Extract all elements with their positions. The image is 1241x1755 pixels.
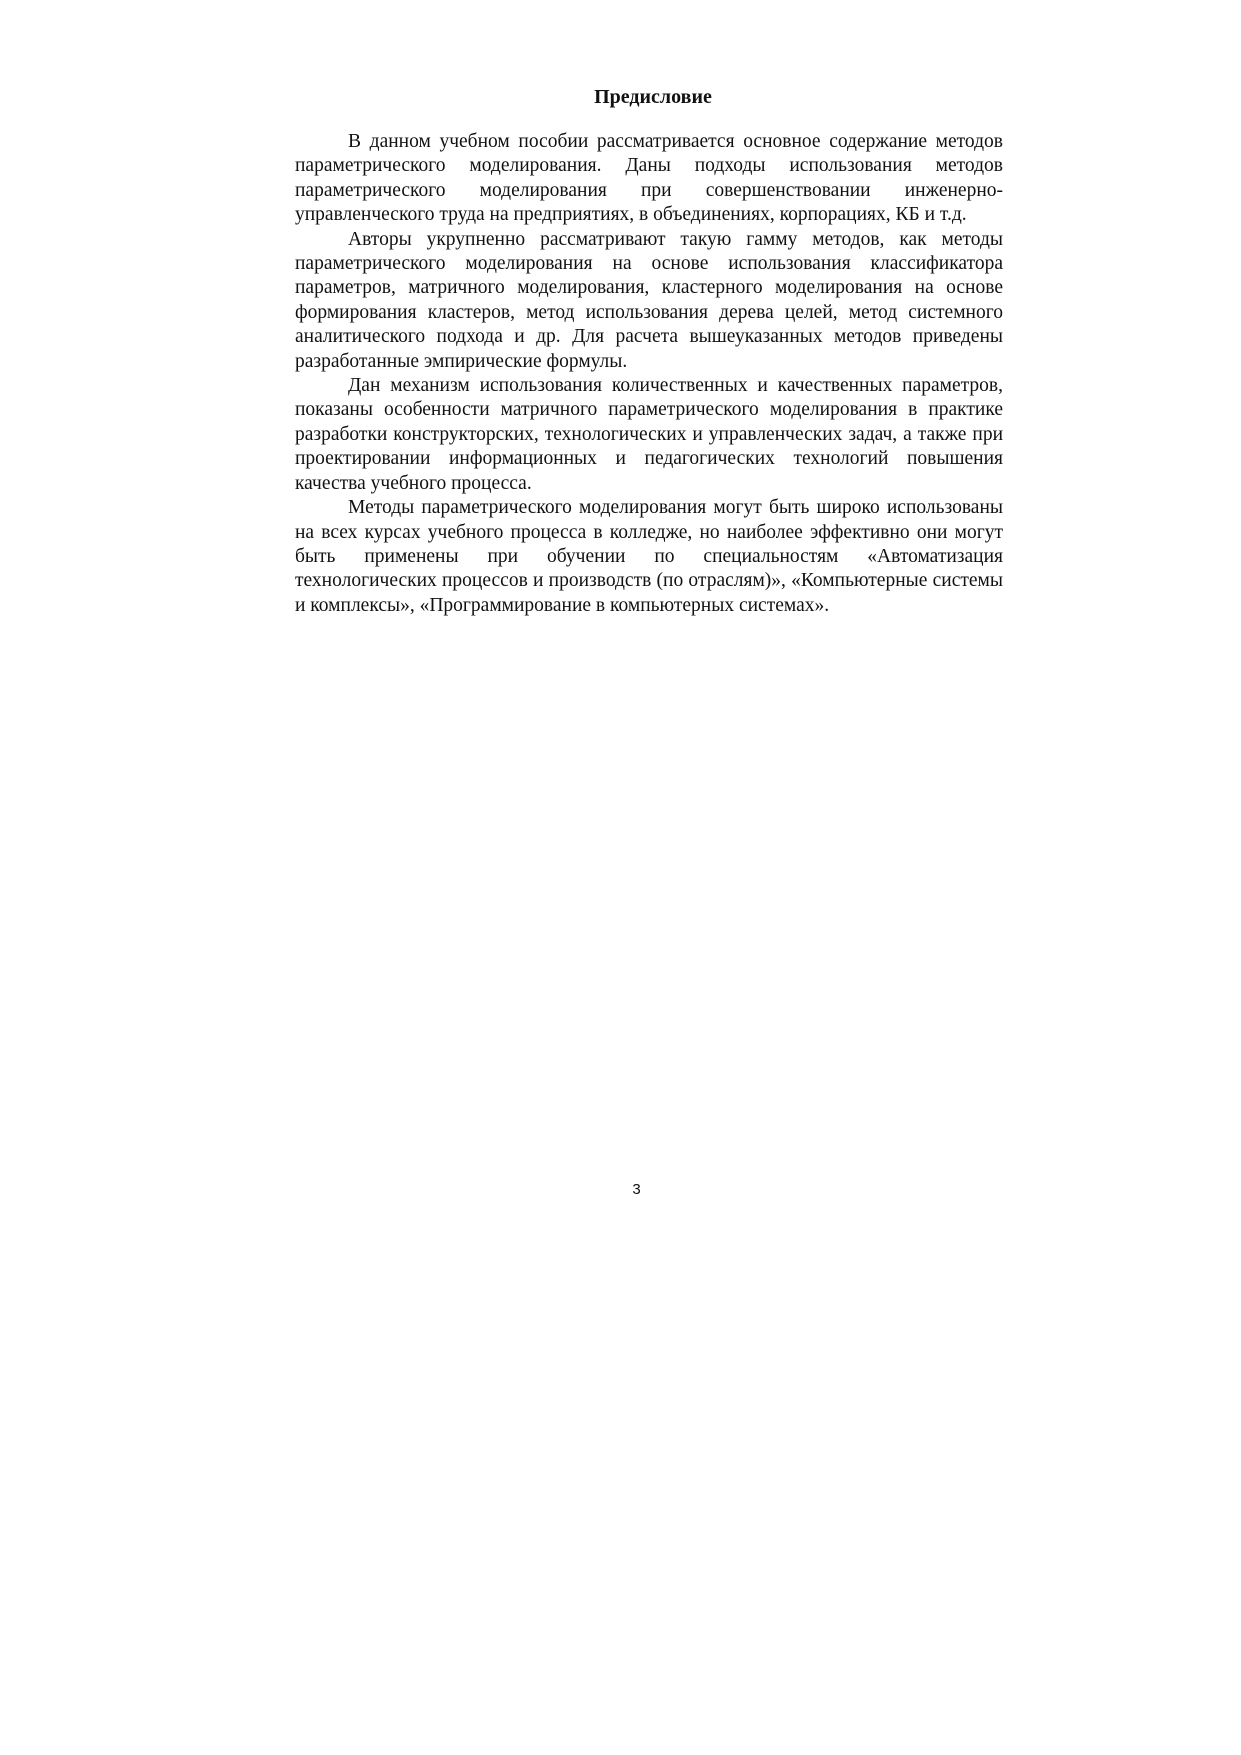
section-title: Предисловие — [594, 86, 712, 108]
page-content — [295, 84, 1003, 618]
paragraph-4: Методы параметрического моделирования могут быть широко использованы на всех курсах учебного процесса в колледже, но наиболее эффективно они могут быть применены при обучении по специальностям «Автоматизация технологических процессов и производств (по отраслям)», «Компьютерные системы и комплексы», «Программирование в компьютерных системах». — [295, 497, 1003, 616]
paragraph-2: Авторы укрупненно рассматривают такую гамму методов, как методы параметрического моделирования на основе использования классификатора параметров, матричного моделирования, кластерного моделирования на основе формирования кластеров, метод использования дерева целей, метод системного аналитического подхода и др. Для расчета вышеуказанных методов приведены разработанные эмпирические формулы. — [295, 228, 1003, 372]
paragraph-1: В данном учебном пособии рассматривается основное содержание методов параметрического моделирования. Даны подходы использования методов параметрического моделирования при совершенствовании инженерно-управленческого труда на предприятиях, в объединениях, корпорациях, КБ и т.д. — [295, 131, 1003, 226]
page-number: 3 — [632, 1181, 641, 1198]
paragraph-3: Дан механизм использования количественных и качественных параметров, показаны особенности матричного параметрического моделирования в практике разработки конструкторских, технологических и управленческих задач, а также при проектировании информационных и педагогических технологий повышения качества учебного процесса. — [295, 375, 1003, 494]
